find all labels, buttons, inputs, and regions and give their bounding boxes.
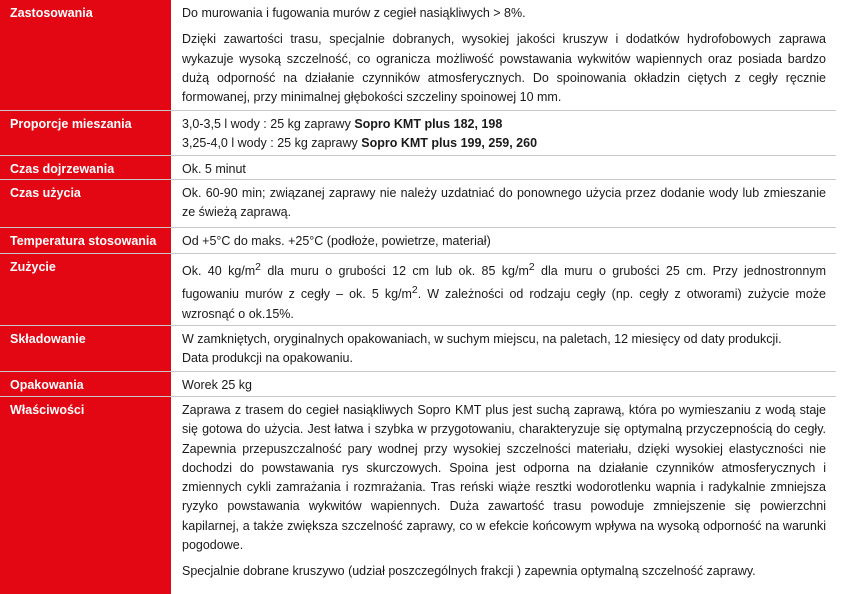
paragraph <box>182 258 826 324</box>
paragraph: Worek 25 kg <box>182 378 252 392</box>
row-value <box>171 228 836 253</box>
row-value <box>171 156 836 179</box>
superscript: 2 <box>411 285 418 297</box>
row-label: Opakowania <box>0 372 171 396</box>
row-label: Zastosowania <box>0 0 171 110</box>
paragraph: Zaprawa z trasem do cegieł nasiąkliwych Sopro KMT plus jest suchą zaprawą, która po wymieszaniu z wodą staje się gotowa do użycia. Jest łatwa i szybka w przygotowaniu, charakteryzuje się optymalną przyczepnością do cegły. Zapewnia przepuszczalność pary wodnej przy wysokiej szczelności materiału, dzięki wysokiej elastyczności nie dochodzi do powstawania rys skurczowych. Spoina jest odporna na działanie czynników atmosferycznych i zmiennych cykli zamrażania i rozmrażania. Tras reński wiąże resztki wodorotlenku wapnia i radykalnie zmniejsza ryzyko powstawania wykwitów wapiennych. Duża zawartość trasu powoduje zmniejszenie się powierzchni kapilarnej, a także zwiększa szczelność zaprawy, co w efekcie końcowym wpływa na wysoką odporność na warunki pogodowe. <box>182 403 826 553</box>
row-label: Czas dojrzewania <box>0 156 171 179</box>
product-name: Sopro KMT plus 182, 198 <box>354 117 503 131</box>
paragraph: Ok. 5 minut <box>182 162 246 176</box>
mix-text: 3,25-4,0 l wody : 25 kg zaprawy <box>182 136 362 151</box>
table-row <box>0 372 836 397</box>
product-name: Sopro KMT plus 199, 259, 260 <box>361 136 538 151</box>
paragraph: Ok. 60-90 min; związanej zaprawy nie należy uzdatniać do ponownego użycia przez dodanie wody lub zmieszanie ze świeżą zaprawą. <box>182 186 826 220</box>
table-row <box>0 228 836 254</box>
paragraph <box>182 134 826 153</box>
table-row <box>0 254 836 326</box>
text-part: dla muru o grubości 12 cm lub ok. 85 kg/m <box>260 264 529 279</box>
row-label: Temperatura stosowania <box>0 228 171 253</box>
mix-text: 3,0-3,5 l wody : 25 kg zaprawy <box>182 117 355 131</box>
paragraph: Data produkcji na opakowaniu. <box>182 351 353 366</box>
paragraph <box>182 115 826 134</box>
paragraph: Od +5°C do maks. +25°C (podłoże, powietrze, materiał) <box>182 234 491 248</box>
row-value <box>171 326 836 371</box>
table-row <box>0 397 836 594</box>
row-label: Zużycie <box>0 254 171 325</box>
paragraph: W zamkniętych, oryginalnych opakowaniach, w suchym miejscu, na paletach, 12 miesięcy od daty produkcji. <box>182 332 782 346</box>
table-row <box>0 326 836 372</box>
table-row <box>0 111 836 156</box>
table-row <box>0 180 836 228</box>
row-label: Właściwości <box>0 397 171 594</box>
table-row <box>0 156 836 180</box>
row-label: Proporcje mieszania <box>0 111 171 155</box>
row-value <box>171 0 836 110</box>
paragraph: Dzięki zawartości trasu, specjalnie dobranych, wysokiej jakości kruszyw i dodatków hydrofobowych zaprawa wykazuje wysoką szczelność, co ogranicza możliwość powstawania wykwitów wapiennych oraz posiada bardzo dużą odporność na działanie czynników atmosferycznych. Do spoinowania okładzin ciętych z cegły ręcznie formowanej, przy minimalnej głębokości szczeliny spoinowej 10 mm. <box>182 32 826 105</box>
row-value <box>171 372 836 396</box>
superscript: 2 <box>528 262 535 273</box>
paragraph: Specjalnie dobrane kruszywo (udział poszczególnych frakcji ) zapewnia optymalną szczelność zaprawy. <box>182 564 756 579</box>
row-value <box>171 254 836 325</box>
superscript: 2 <box>255 262 261 273</box>
row-value <box>171 111 836 155</box>
row-label: Czas użycia <box>0 180 171 227</box>
text-part: Ok. 40 kg/m <box>182 264 256 279</box>
row-label: Składowanie <box>0 326 171 371</box>
text-part: . W zależności od rodzaju cegły (np. cegły z otworami) zużycie może wzrosnąć o ok.15%. <box>182 287 826 321</box>
paragraph: Do murowania i fugowania murów z cegieł nasiąkliwych > 8%. <box>182 6 526 20</box>
row-value <box>171 180 836 227</box>
table-row <box>0 0 836 111</box>
text-part: dla muru o grubości 25 cm. Przy jednostronnym fugowaniu murów z cegły – ok. 5 kg/m <box>182 264 826 302</box>
row-value <box>171 397 836 594</box>
